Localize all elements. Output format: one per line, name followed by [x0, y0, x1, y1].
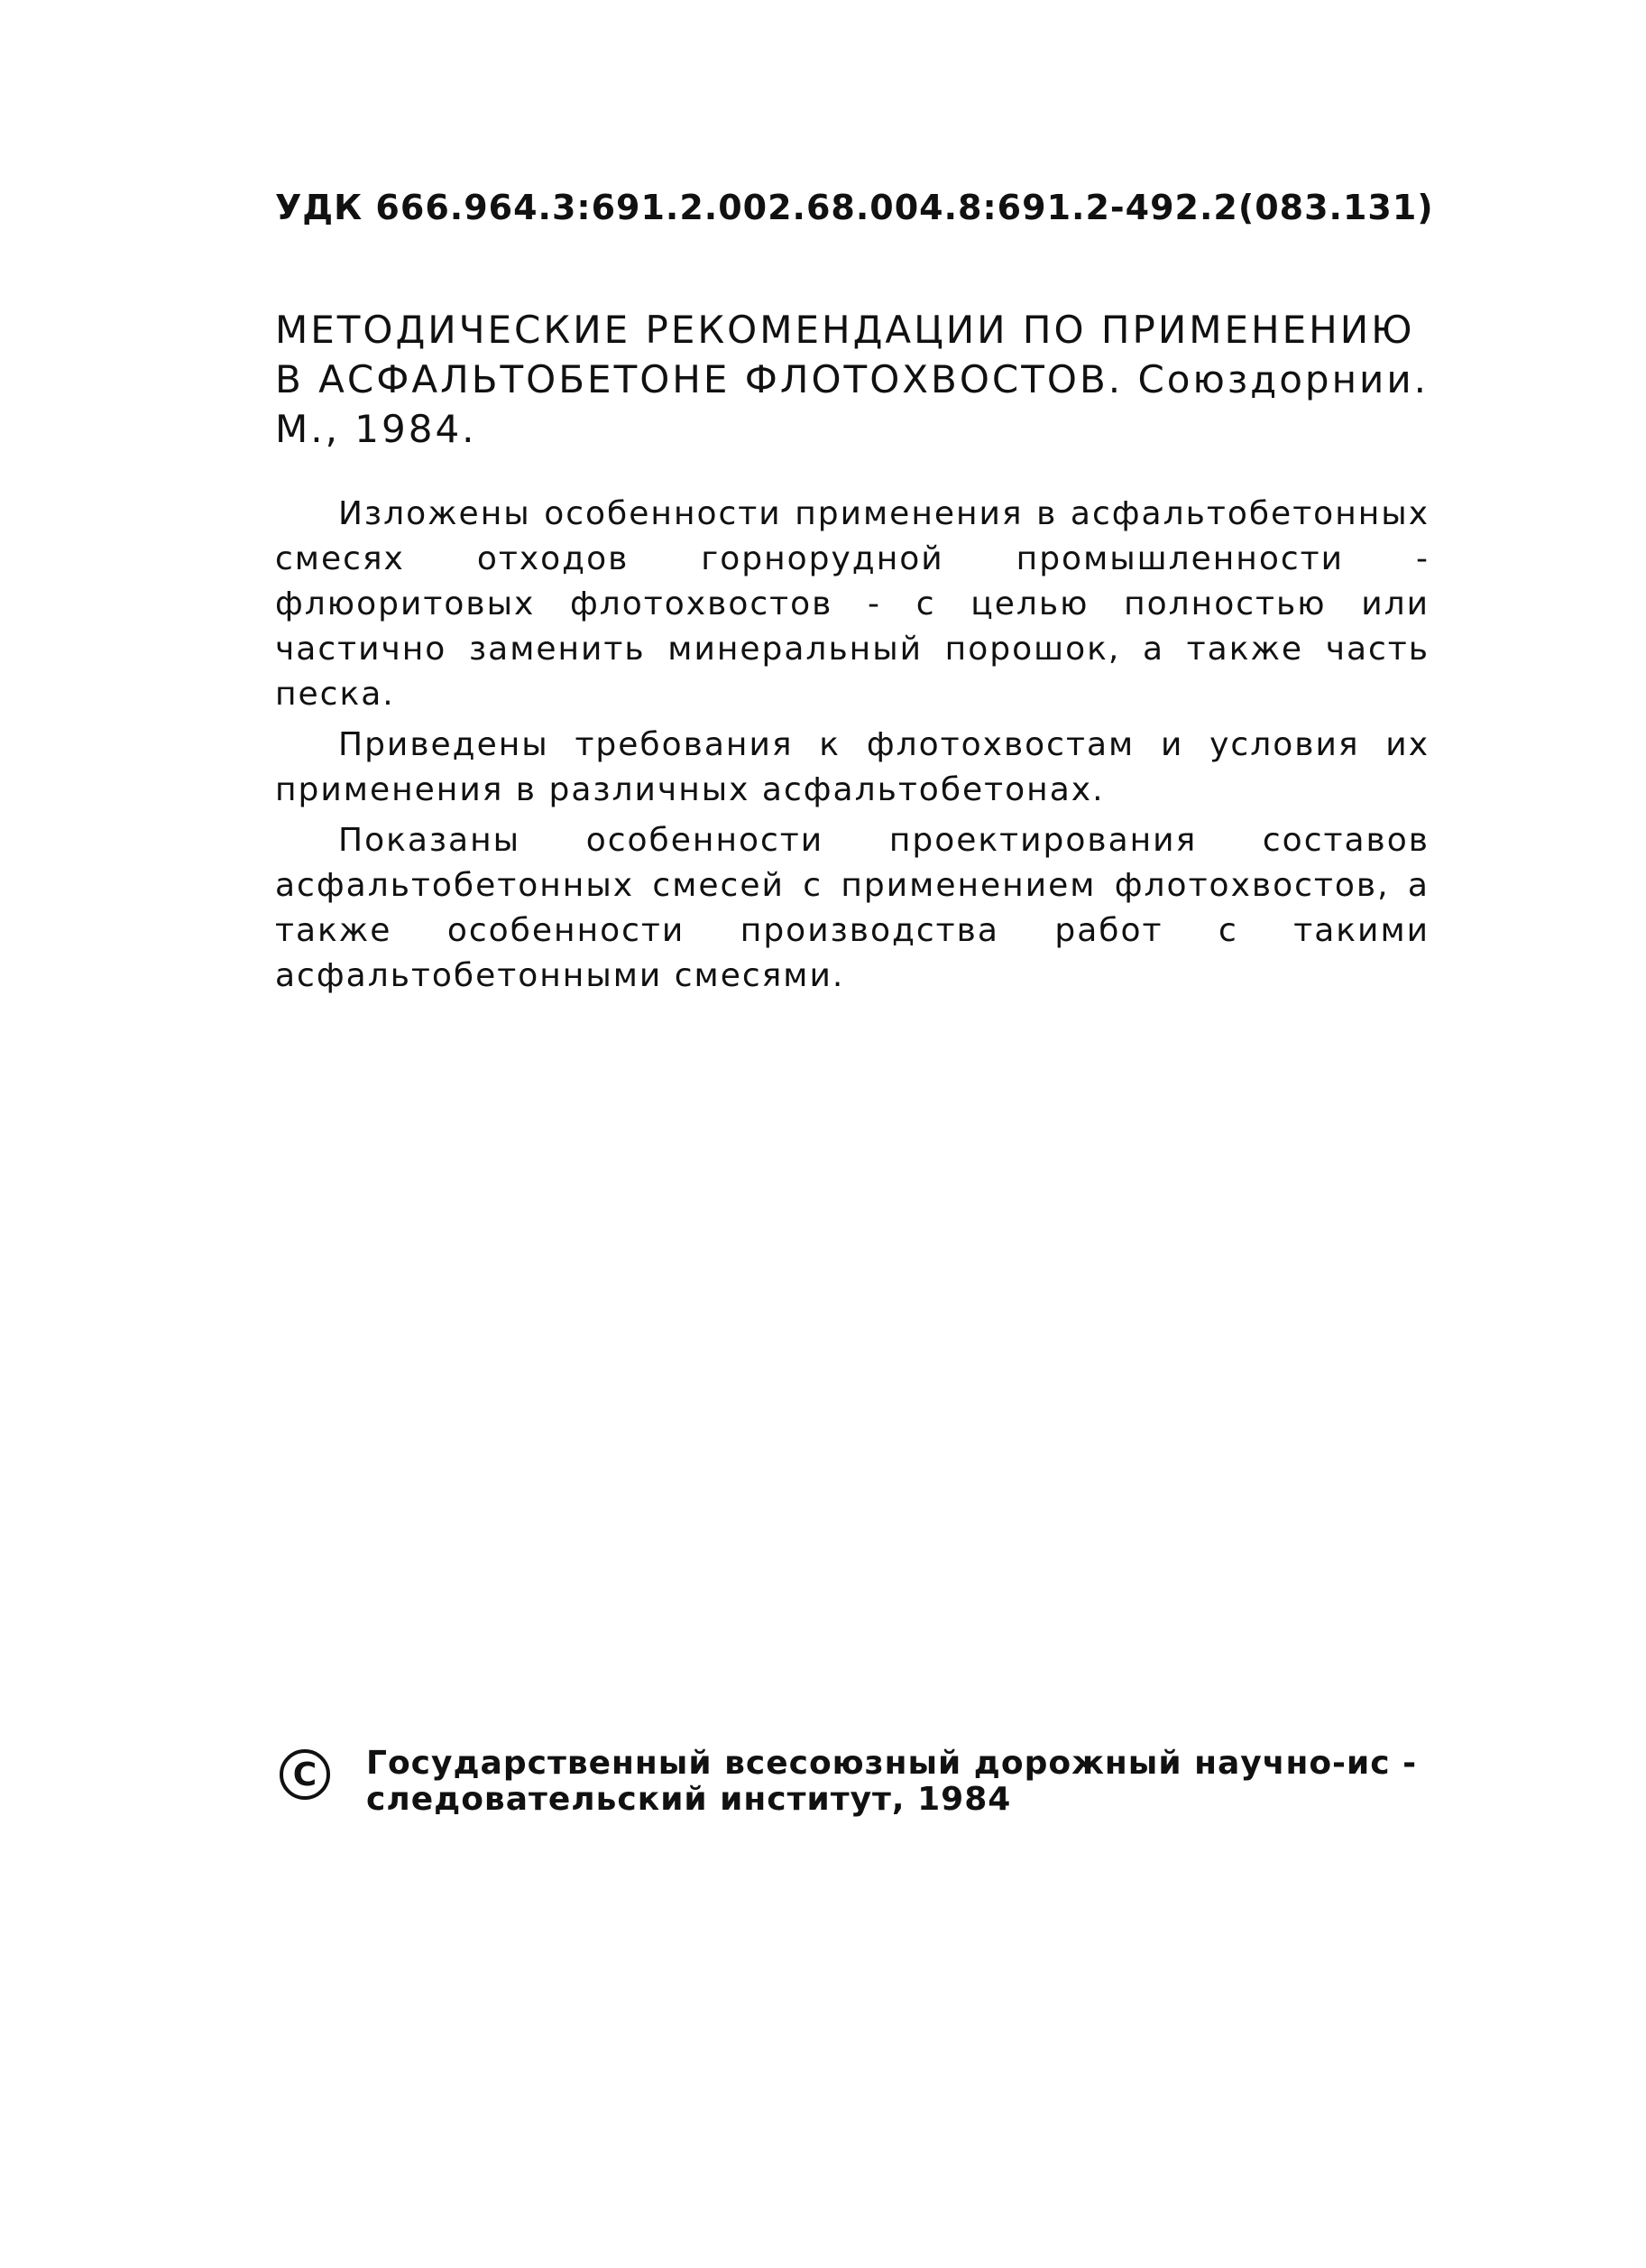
copyright-symbol: C: [292, 1756, 317, 1793]
title-line: В АСФАЛЬТОБЕТОНЕ ФЛОТОХВОСТОВ. Союздорнии.: [275, 357, 1429, 401]
abstract-paragraph: Приведены требования к флотохвостам и условия их применения в различных асфальтобетонах.: [275, 726, 1430, 808]
abstract-paragraph: Изложены особенности применения в асфальтобетонных смесях отходов горнорудной промышленности - флюоритовых флотохвостов - с целью полностью или частично заменить минеральный порошок, а также часть песка.: [275, 495, 1430, 713]
copyright-text: [366, 1746, 1417, 1818]
abstract: [275, 492, 1430, 1004]
abstract-paragraph: Показаны особенности проектирования составов асфальтобетонных смесей с применением флотохвостов, а также особенности производства работ с такими асфальтобетонными смесями.: [275, 822, 1430, 994]
copyright-line: следовательский институт, 1984: [366, 1781, 1012, 1818]
document-title: [275, 305, 1448, 454]
copyright-line: Государственный всесоюзный дорожный научно-ис -: [366, 1745, 1418, 1782]
udk-code: УДК 666.964.3:691.2.002.68.004.8:691.2-492.2(083.131): [275, 188, 1434, 227]
title-line: М., 1984.: [275, 407, 477, 451]
copyright-block: [280, 1746, 1452, 1818]
title-line: МЕТОДИЧЕСКИЕ РЕКОМЕНДАЦИИ ПО ПРИМЕНЕНИЮ: [275, 308, 1415, 352]
copyright-icon: [280, 1749, 330, 1800]
